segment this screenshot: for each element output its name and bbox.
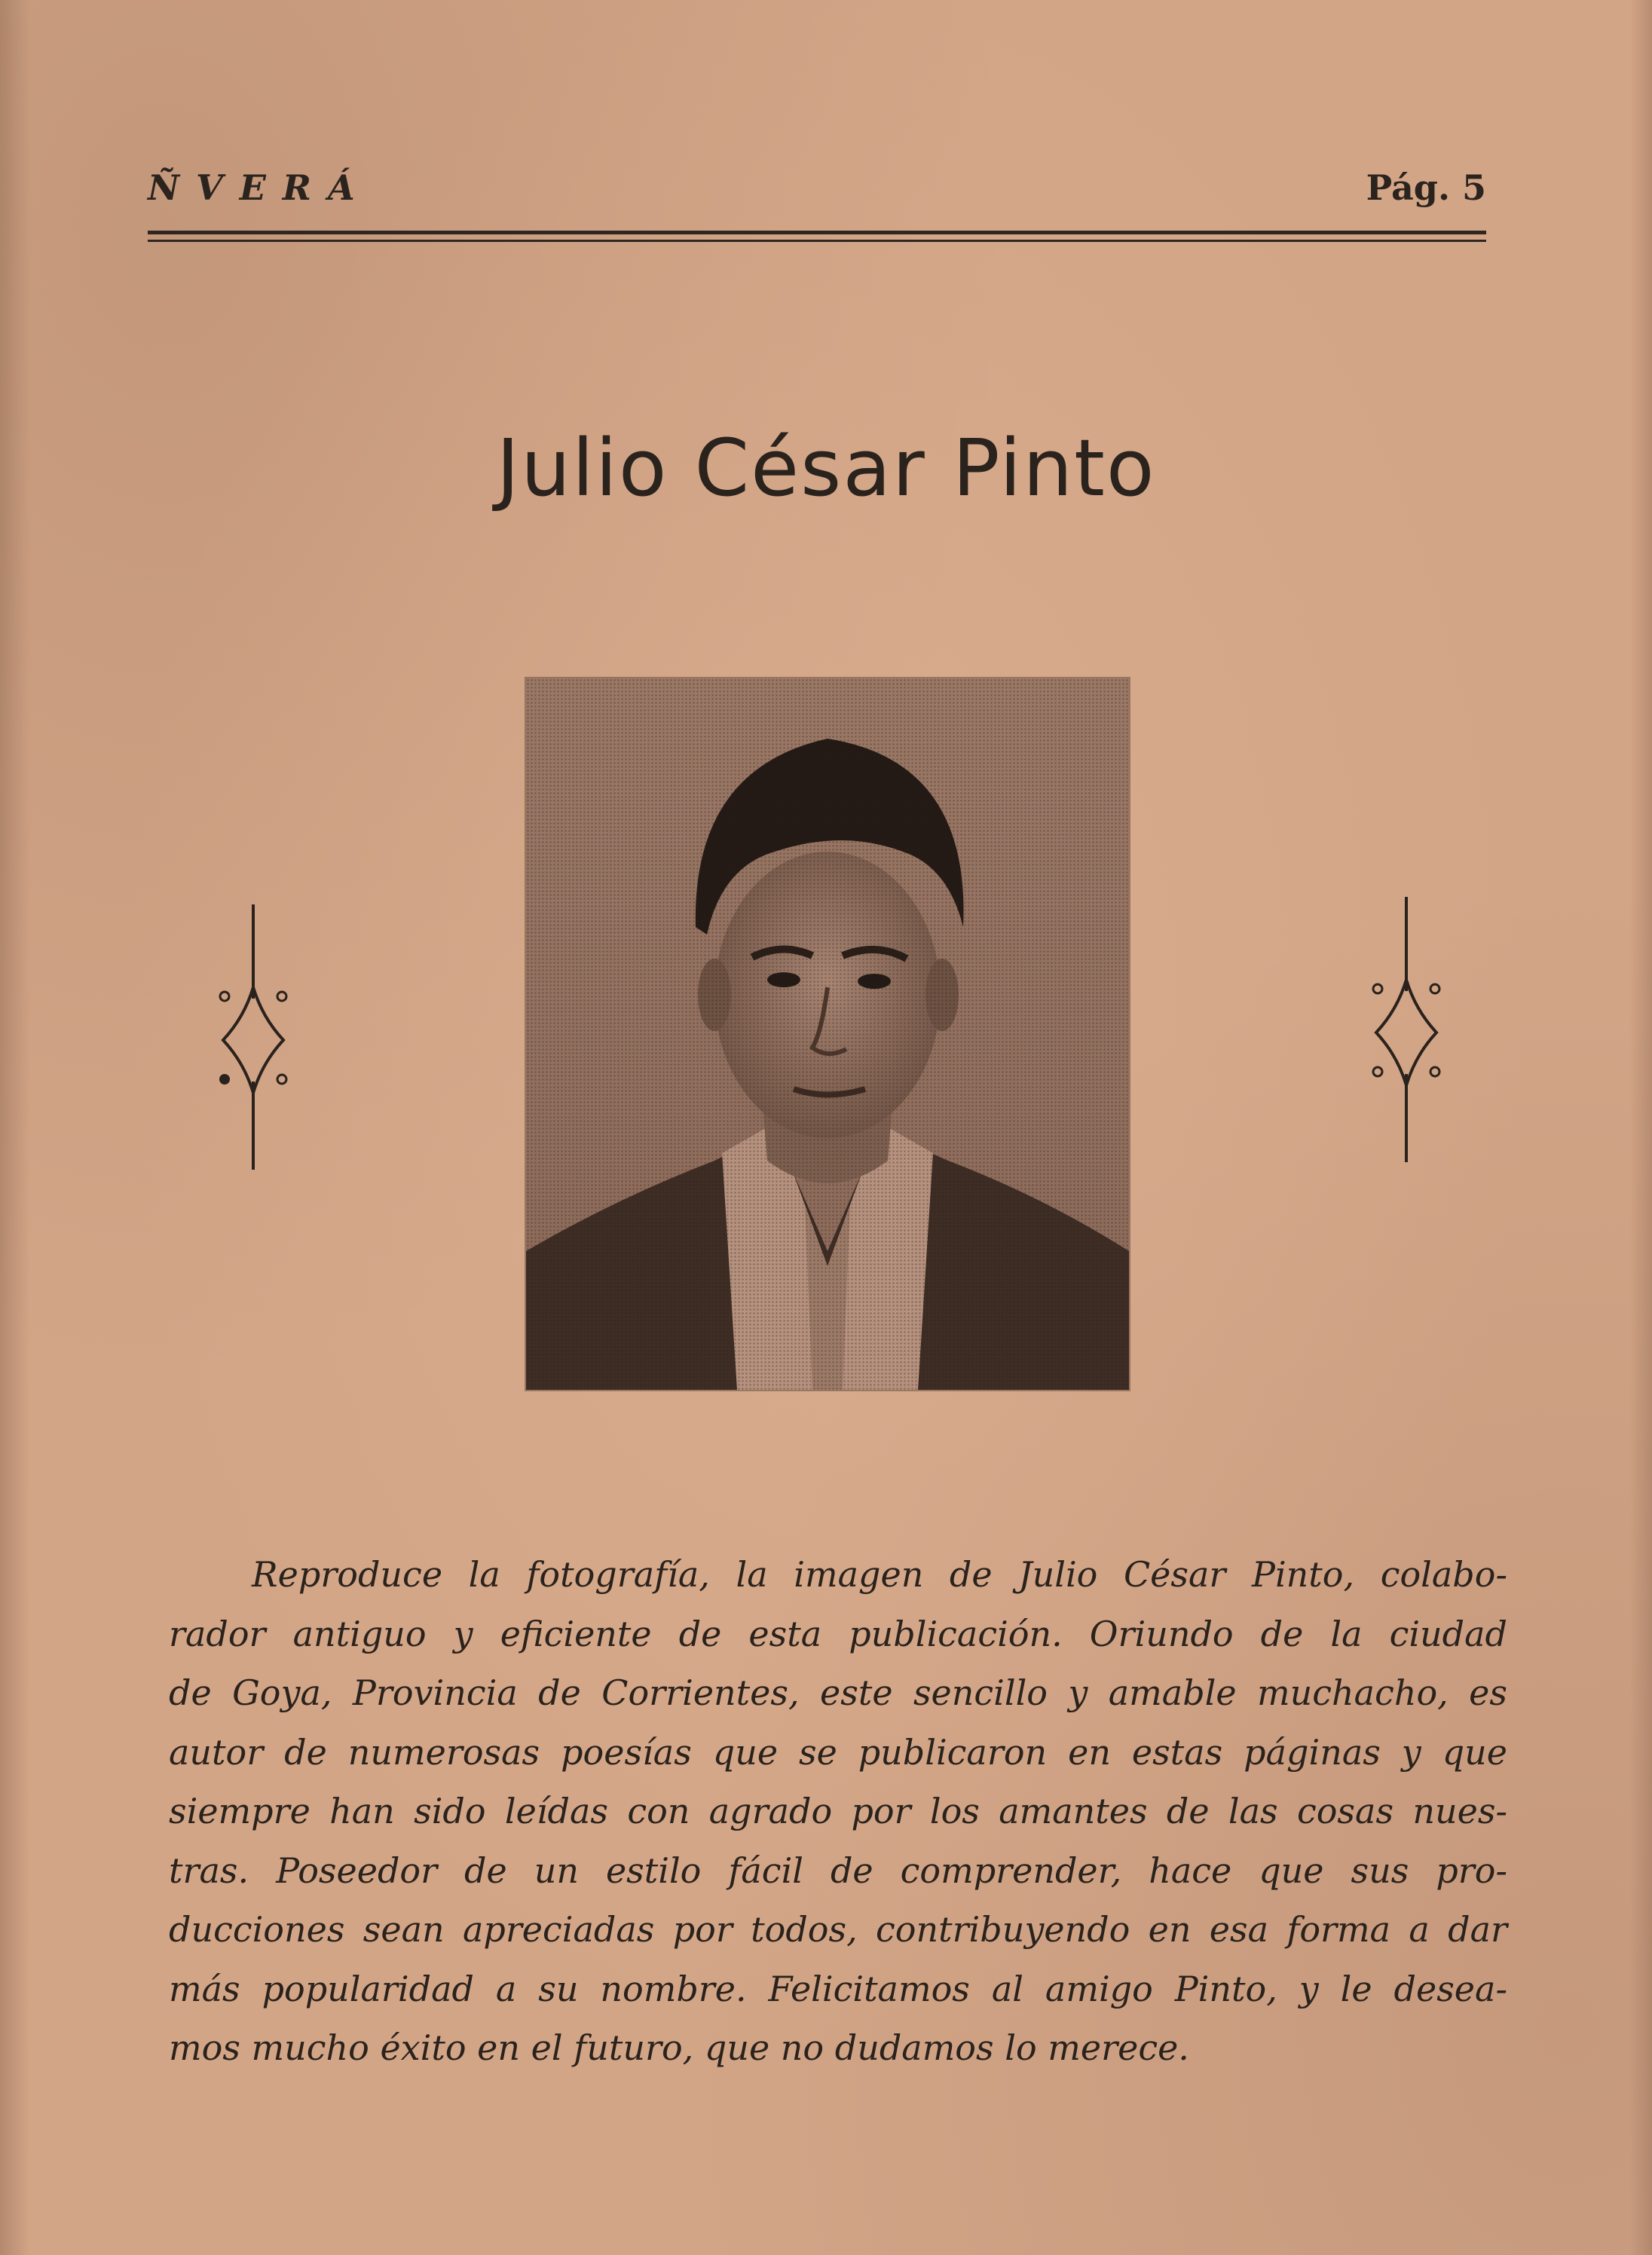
body-line: de Goya, Provincia de Corrientes, este sencillo y amable muchacho, es — [169, 1672, 1507, 1713]
header-rule-thin — [148, 240, 1486, 242]
header-rule-thick — [148, 231, 1486, 234]
page-number: Pág. 5 — [1366, 167, 1486, 208]
article-title: Julio César Pinto — [496, 422, 1156, 514]
article-body — [169, 1545, 1507, 2078]
publication-name: ÑVERÁ — [148, 167, 372, 208]
diamond-ornament-icon — [1361, 897, 1452, 1168]
body-line: Reproduce la fotografía, la imagen de Julio César Pinto, colabo- — [252, 1554, 1507, 1595]
body-line: ducciones sean apreciadas por todos, contribuyendo en esa forma a dar — [169, 1909, 1507, 1950]
body-line: rador antiguo y eficiente de esta publicación. Oriundo de la ciudad — [169, 1613, 1507, 1654]
body-line: autor de numerosas poesías que se publicaron en estas páginas y que — [169, 1731, 1507, 1773]
page-header — [148, 167, 1486, 220]
portrait-photo — [526, 678, 1129, 1390]
body-line: siempre han sido leídas con agrado por los amantes de las cosas nues- — [169, 1791, 1507, 1831]
body-line: más popularidad a su nombre. Felicitamos al amigo Pinto, y le desea- — [169, 1968, 1507, 2009]
diamond-ornament-icon — [208, 904, 298, 1176]
body-line: tras. Poseedor de un estilo fácil de comprender, hace que sus pro- — [169, 1850, 1507, 1891]
body-line: mos mucho éxito en el futuro, que no dudamos lo merece. — [169, 2027, 1189, 2068]
